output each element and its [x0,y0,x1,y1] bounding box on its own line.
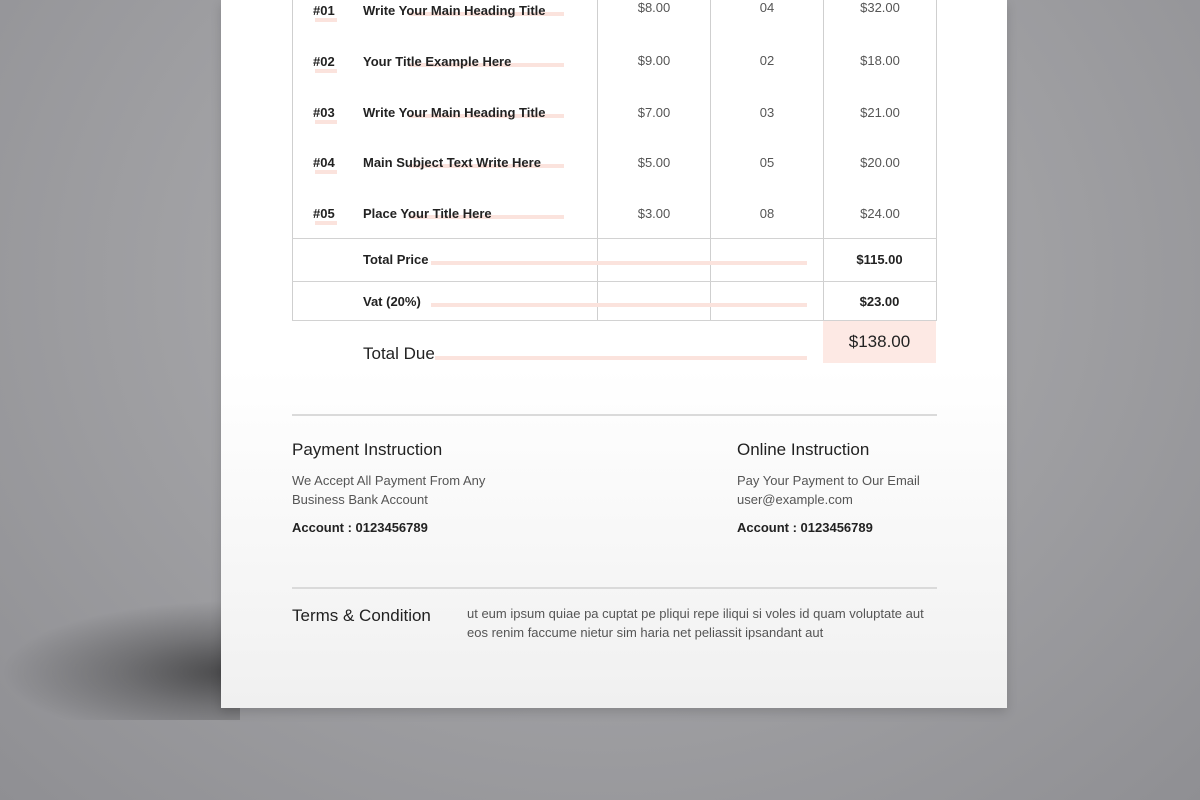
total-due-label: Total Due [363,344,435,363]
payment-account: Account : 0123456789 [292,520,428,535]
item-price: $9.00 [637,53,671,68]
item-title: Your Title Example Here [363,54,512,69]
item-total: $21.00 [860,105,900,120]
table-border-right [936,0,937,321]
total-due-underline [435,356,807,360]
total-price-label: Total Price [363,252,429,267]
item-qty: 05 [759,155,775,170]
item-number: #01 [313,3,353,18]
table-rule [292,281,937,282]
item-title: Write Your Main Heading Title [363,105,546,120]
item-title: Write Your Main Heading Title [363,3,546,18]
terms-heading: Terms & Condition [292,606,431,625]
payment-heading: Payment Instruction [292,440,443,459]
item-price: $8.00 [637,0,671,15]
item-title: Main Subject Text Write Here [363,155,541,170]
item-total: $18.00 [860,53,900,68]
vat-value: $23.00 [859,294,900,309]
total-due-box [823,321,936,363]
item-qty: 04 [759,0,775,15]
invoice-page [221,0,1007,708]
payment-line-1: We Accept All Payment From Any [292,473,486,488]
section-divider [292,414,937,416]
vat-underline [431,303,807,307]
terms-line-2: eos renim faccume nietur sim haria net peliassit ipsandant aut [467,625,824,640]
item-total: $24.00 [860,206,900,221]
paper-shadow [0,600,240,720]
item-title: Place Your Title Here [363,206,492,221]
item-number: #05 [313,206,353,221]
item-qty: 08 [759,206,775,221]
total-due-value: $138.00 [848,332,911,351]
terms-line-1: ut eum ipsum quiae pa cuptat pe pliqui repe iliqui si voles id quam voluptate aut [467,606,924,621]
online-line-1: Pay Your Payment to Our Email [737,473,920,488]
section-divider [292,587,937,589]
item-price: $3.00 [637,206,671,221]
online-account: Account : 0123456789 [737,520,873,535]
payment-line-2: Business Bank Account [292,492,428,507]
item-total: $20.00 [860,155,900,170]
total-price-value: $115.00 [856,252,903,267]
vat-label: Vat (20%) [363,294,421,309]
online-heading: Online Instruction [737,440,870,459]
item-number: #03 [313,105,353,120]
item-qty: 03 [759,105,775,120]
item-total: $32.00 [860,0,900,15]
table-border-left [292,0,293,321]
total-price-underline [431,261,807,265]
table-rule [292,238,937,239]
item-qty: 02 [759,53,775,68]
item-price: $7.00 [637,105,671,120]
item-number: #04 [313,155,353,170]
item-number: #02 [313,54,353,69]
item-price: $5.00 [637,155,671,170]
online-email: user@example.com [737,492,853,507]
